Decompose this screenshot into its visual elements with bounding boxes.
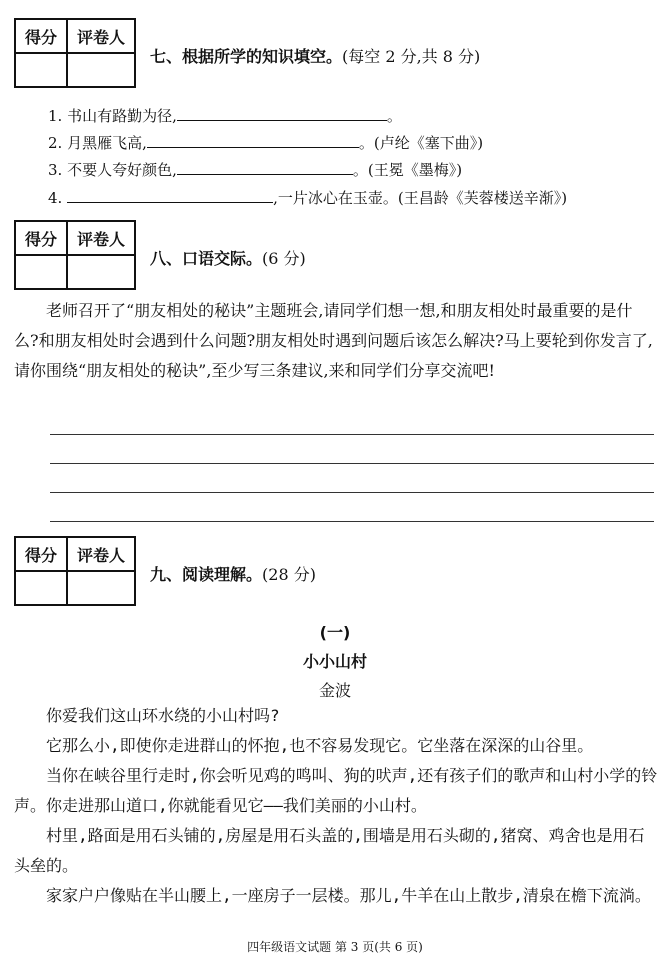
answer-blank[interactable] bbox=[67, 186, 273, 203]
answer-blank[interactable] bbox=[177, 104, 387, 121]
score-cell[interactable] bbox=[15, 571, 67, 605]
section-7-title: 七、根据所学的知识填空。(每空 2 分,共 8 分) bbox=[150, 47, 481, 66]
answer-blank[interactable] bbox=[177, 158, 353, 175]
fill-item-3: 3. 不要人夸好颜色, 。(王冕《墨梅》) bbox=[48, 158, 462, 180]
answer-blank[interactable] bbox=[147, 131, 359, 148]
passage-paragraph: 当你在峡谷里行走时,你会听见鸡的鸣叫、狗的吠声,还有孩子们的歌声和山村小学的铃声。你走进那山道口,你就能看见它——我们美丽的小山村。 bbox=[14, 766, 658, 815]
answer-line[interactable] bbox=[50, 434, 654, 435]
grader-cell[interactable] bbox=[67, 571, 135, 605]
score-box-8 bbox=[14, 220, 136, 290]
grader-label: 评卷人 bbox=[67, 221, 135, 255]
answer-line[interactable] bbox=[50, 521, 654, 522]
score-label: 得分 bbox=[15, 221, 67, 255]
page-footer: 四年级语文试题 第 3 页(共 6 页) bbox=[247, 940, 423, 954]
score-box-7 bbox=[14, 18, 136, 88]
grader-cell[interactable] bbox=[67, 53, 135, 87]
section-9-title: 九、阅读理解。(28 分) bbox=[150, 565, 316, 584]
grader-cell[interactable] bbox=[67, 255, 135, 289]
passage-title: 小小山村 bbox=[302, 652, 367, 671]
passage-body bbox=[14, 701, 658, 911]
passage-paragraph: 村里,路面是用石头铺的,房屋是用石头盖的,围墙是用石头砌的,猪窝、鸡舍也是用石头垒的。 bbox=[14, 826, 645, 875]
passage-paragraph: 你爱我们这山环水绕的小山村吗? bbox=[46, 706, 280, 725]
answer-line[interactable] bbox=[50, 463, 654, 464]
fill-item-1: 1. 书山有路勤为径, 。 bbox=[48, 104, 402, 126]
score-label: 得分 bbox=[15, 19, 67, 53]
passage-paragraph: 家家户户像贴在半山腰上,一座房子一层楼。那儿,牛羊在山上散步,清泉在檐下流淌。 bbox=[46, 886, 651, 905]
answer-line[interactable] bbox=[50, 492, 654, 493]
score-label: 得分 bbox=[15, 537, 67, 571]
grader-label: 评卷人 bbox=[67, 537, 135, 571]
fill-item-2: 2. 月黑雁飞高, 。(卢纶《塞下曲》) bbox=[48, 131, 483, 153]
section-8-prompt: 老师召开了“朋友相处的秘诀”主题班会,请同学们想一想,和朋友相处时最重要的是什么?和朋友相处时会遇到什么问题?朋友相处时遇到问题后该怎么解决?马上要轮到你发言了,请你围绕“朋友相处的秘诀”,至少写三条建议,来和同学们分享交流吧! bbox=[14, 301, 653, 380]
section-8-title: 八、口语交际。(6 分) bbox=[150, 249, 306, 268]
score-box-9 bbox=[14, 536, 136, 606]
passage-paragraph: 它那么小,即使你走进群山的怀抱,也不容易发现它。它坐落在深深的山谷里。 bbox=[46, 736, 594, 755]
passage-part-number: (一) bbox=[319, 623, 351, 642]
fill-item-4: 4. ,一片冰心在玉壶。(王昌龄《芙蓉楼送辛渐》) bbox=[48, 186, 567, 208]
passage-author: 金波 bbox=[318, 681, 351, 700]
grader-label: 评卷人 bbox=[67, 19, 135, 53]
score-cell[interactable] bbox=[15, 255, 67, 289]
score-cell[interactable] bbox=[15, 53, 67, 87]
